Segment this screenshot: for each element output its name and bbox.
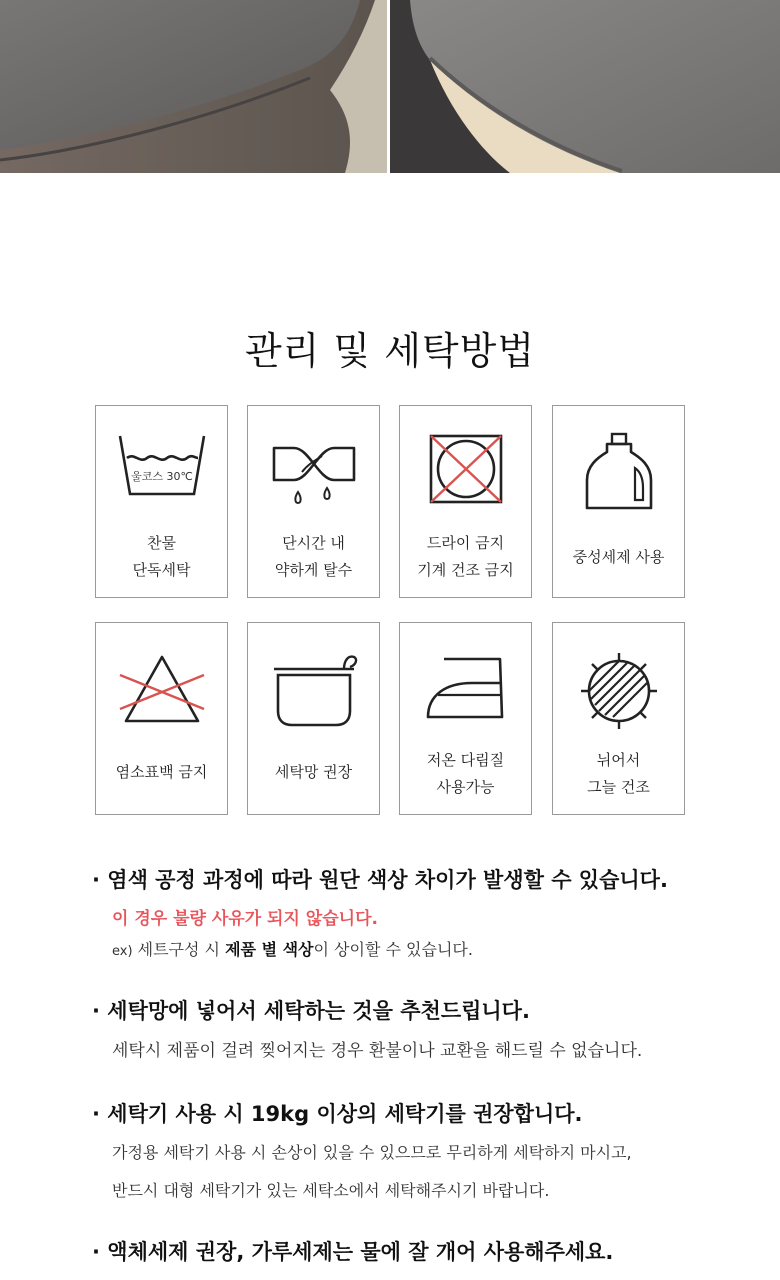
detergent-bottle-icon xyxy=(569,428,669,516)
care-card-no-bleach xyxy=(95,622,228,815)
note-detail-machine-2: 반드시 대형 세탁기가 있는 세탁소에서 세탁해주시기 바랍니다. xyxy=(112,1181,550,1200)
product-photos xyxy=(0,0,780,173)
care-card-label: 단시간 내 약하게 탈수 xyxy=(274,534,353,579)
care-card-net xyxy=(247,622,380,815)
care-card-label: 저온 다림질 사용가능 xyxy=(426,751,505,796)
tub-temperature-label: 울코스 30℃ xyxy=(131,470,193,483)
iron-icon xyxy=(416,645,516,733)
care-card-label: 세탁망 권장 xyxy=(274,763,353,781)
no-bleach-icon xyxy=(112,645,212,733)
fabric-photo-right xyxy=(390,0,780,173)
care-card-label: 찬물 단독세탁 xyxy=(132,534,191,579)
care-card-iron xyxy=(399,622,532,815)
note-heading-color: · 염색 공정 과정에 따라 원단 색상 차이가 발생할 수 있습니다. xyxy=(92,868,668,892)
care-card-wash xyxy=(95,405,228,598)
section-title: 관리 및 세탁방법 xyxy=(244,329,536,373)
note-warning-red: 이 경우 불량 사유가 되지 않습니다. xyxy=(112,909,378,929)
note-detail-machine-1: 가정용 세탁기 사용 시 손상이 있을 수 있으므로 무리하게 세탁하지 마시고, xyxy=(112,1143,632,1162)
care-card-label: 염소표백 금지 xyxy=(115,763,208,781)
shade-dry-icon xyxy=(569,645,669,733)
note-example: ex) 세트구성 시 제품 별 색상이 상이할 수 있습니다. xyxy=(112,940,473,959)
care-card-label: 드라이 금지 기계 건조 금지 xyxy=(417,534,514,579)
note-detail-net: 세탁시 제품이 걸려 찢어지는 경우 환불이나 교환을 해드릴 수 없습니다. xyxy=(112,1041,643,1061)
care-card-wring xyxy=(247,405,380,598)
fabric-photo-left xyxy=(0,0,387,173)
care-card-shade-dry xyxy=(552,622,685,815)
wash-tub-icon xyxy=(112,428,212,516)
no-tumble-dry-icon xyxy=(416,428,516,516)
laundry-net-icon xyxy=(264,645,364,733)
care-card-detergent xyxy=(552,405,685,598)
care-card-label: 중성세제 사용 xyxy=(572,548,665,566)
note-heading-net: · 세탁망에 넣어서 세탁하는 것을 추천드립니다. xyxy=(92,999,530,1023)
note-heading-machine: · 세탁기 사용 시 19kg 이상의 세탁기를 권장합니다. xyxy=(92,1102,583,1126)
care-card-no-dry xyxy=(399,405,532,598)
wring-icon xyxy=(264,428,364,516)
care-card-label: 뉘어서 그늘 건조 xyxy=(587,751,650,796)
note-heading-detergent: · 액체세제 권장, 가루세제는 물에 잘 개어 사용해주세요. xyxy=(92,1240,614,1264)
